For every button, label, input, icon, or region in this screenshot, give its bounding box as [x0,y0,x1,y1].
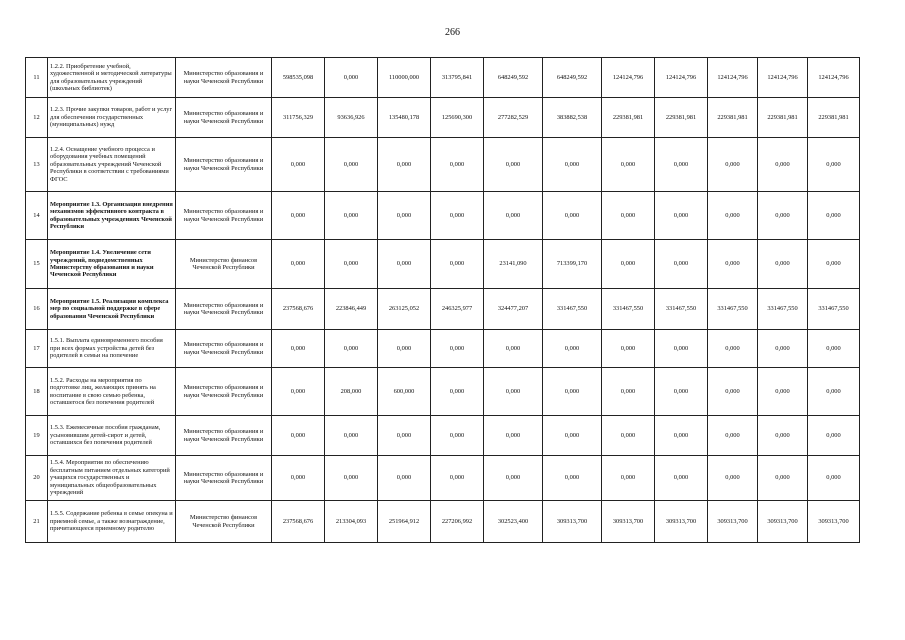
executor: Министерство образования и науки Чеченской Республики [176,289,272,330]
amount-cell: 648249,592 [543,58,602,98]
amount-cell: 0,000 [378,456,431,501]
amount-cell: 331467,550 [602,289,655,330]
activity-name: 1.5.5. Содержание ребенка в семье опекуна и приемной семье, а также вознаграждение, причитающееся приемному родителю [48,501,176,543]
amount-cell: 0,000 [378,416,431,456]
activity-name: 1.5.1. Выплата единовременного пособия при всех формах устройства детей без родителей в семьи на попечение [48,330,176,368]
amount-cell: 0,000 [325,416,378,456]
amount-cell: 0,000 [431,240,484,289]
amount-cell: 237568,676 [272,501,325,543]
amount-cell: 124124,796 [602,58,655,98]
row-number: 18 [26,368,48,416]
amount-cell: 0,000 [325,240,378,289]
amount-cell: 331467,550 [808,289,860,330]
amount-cell: 0,000 [272,368,325,416]
table-row [26,58,860,98]
amount-cell: 313795,841 [431,58,484,98]
executor: Министерство образования и науки Чеченской Республики [176,192,272,240]
amount-cell: 0,000 [325,330,378,368]
activity-name: 1.2.2. Приобретение учебной, художественной и методической литературы для образовательных учреждений (школьных библиотек) [48,58,176,98]
amount-cell: 124124,796 [808,58,860,98]
amount-cell: 0,000 [808,138,860,192]
amount-cell: 0,000 [758,416,808,456]
amount-cell: 0,000 [602,330,655,368]
amount-cell: 0,000 [325,58,378,98]
amount-cell: 251964,912 [378,501,431,543]
amount-cell: 0,000 [808,368,860,416]
amount-cell: 213304,093 [325,501,378,543]
table-row [26,456,860,501]
amount-cell: 0,000 [602,368,655,416]
amount-cell: 309313,700 [708,501,758,543]
row-number: 11 [26,58,48,98]
amount-cell: 237568,676 [272,289,325,330]
amount-cell: 0,000 [431,192,484,240]
amount-cell: 0,000 [808,240,860,289]
amount-cell: 0,000 [431,368,484,416]
amount-cell: 0,000 [484,456,543,501]
amount-cell: 246325,977 [431,289,484,330]
amount-cell: 0,000 [543,416,602,456]
amount-cell: 0,000 [758,330,808,368]
amount-cell: 0,000 [655,330,708,368]
table-row [26,98,860,138]
amount-cell: 263125,052 [378,289,431,330]
amount-cell: 23141,090 [484,240,543,289]
row-number: 21 [26,501,48,543]
executor: Министерство образования и науки Чеченской Республики [176,98,272,138]
amount-cell: 0,000 [602,240,655,289]
executor: Министерство образования и науки Чеченской Республики [176,58,272,98]
amount-cell: 277282,529 [484,98,543,138]
table-row [26,240,860,289]
executor: Министерство образования и науки Чеченской Республики [176,456,272,501]
activity-name: 1.2.3. Прочие закупки товаров, работ и услуг для обеспечения государственных (муниципальных) нужд [48,98,176,138]
amount-cell: 309313,700 [808,501,860,543]
row-number: 17 [26,330,48,368]
amount-cell: 713399,170 [543,240,602,289]
amount-cell: 124124,796 [758,58,808,98]
row-number: 13 [26,138,48,192]
amount-cell: 135480,178 [378,98,431,138]
amount-cell: 0,000 [378,138,431,192]
amount-cell: 331467,550 [758,289,808,330]
amount-cell: 0,000 [808,330,860,368]
amount-cell: 0,000 [378,192,431,240]
amount-cell: 0,000 [325,192,378,240]
amount-cell: 0,000 [602,138,655,192]
amount-cell: 0,000 [272,138,325,192]
activity-name: 1.2.4. Оснащение учебного процесса и оборудования учебных помещений образовательных учреждений Чеченской Республики в соответствии с требованиями ФГОС [48,138,176,192]
executor: Министерство образования и науки Чеченской Республики [176,138,272,192]
amount-cell: 0,000 [708,456,758,501]
amount-cell: 324477,207 [484,289,543,330]
amount-cell: 0,000 [708,138,758,192]
row-number: 19 [26,416,48,456]
amount-cell: 0,000 [602,416,655,456]
amount-cell: 0,000 [655,416,708,456]
amount-cell: 229381,981 [758,98,808,138]
amount-cell: 0,000 [431,330,484,368]
executor: Министерство финансов Чеченской Республики [176,501,272,543]
amount-cell: 0,000 [272,192,325,240]
amount-cell: 0,000 [378,330,431,368]
amount-cell: 0,000 [543,330,602,368]
row-number: 15 [26,240,48,289]
amount-cell: 0,000 [708,192,758,240]
page-number: 266 [445,27,460,38]
amount-cell: 0,000 [758,138,808,192]
amount-cell: 311756,329 [272,98,325,138]
activity-name: 1.5.3. Ежемесячные пособия гражданам, усыновившим детей-сирот и детей, оставшихся без попечения родителей [48,416,176,456]
amount-cell: 0,000 [325,456,378,501]
amount-cell: 309313,700 [543,501,602,543]
row-number: 14 [26,192,48,240]
amount-cell: 93636,926 [325,98,378,138]
executor: Министерство образования и науки Чеченской Республики [176,416,272,456]
budget-table [25,57,860,543]
amount-cell: 0,000 [484,192,543,240]
amount-cell: 0,000 [272,330,325,368]
amount-cell: 0,000 [808,192,860,240]
table-row [26,330,860,368]
row-number: 12 [26,98,48,138]
amount-cell: 0,000 [484,368,543,416]
amount-cell: 600,000 [378,368,431,416]
table-row [26,501,860,543]
table-row [26,138,860,192]
amount-cell: 229381,981 [808,98,860,138]
executor: Министерство образования и науки Чеченской Республики [176,330,272,368]
amount-cell: 0,000 [758,192,808,240]
amount-cell: 331467,550 [543,289,602,330]
amount-cell: 383882,538 [543,98,602,138]
amount-cell: 309313,700 [655,501,708,543]
amount-cell: 648249,592 [484,58,543,98]
amount-cell: 0,000 [708,240,758,289]
amount-cell: 331467,550 [708,289,758,330]
row-number: 20 [26,456,48,501]
amount-cell: 0,000 [543,192,602,240]
amount-cell: 229381,981 [602,98,655,138]
amount-cell: 208,000 [325,368,378,416]
amount-cell: 0,000 [655,192,708,240]
amount-cell: 0,000 [602,456,655,501]
amount-cell: 229381,981 [655,98,708,138]
table-row [26,368,860,416]
amount-cell: 223846,449 [325,289,378,330]
executor: Министерство финансов Чеченской Республики [176,240,272,289]
amount-cell: 227206,992 [431,501,484,543]
table-row [26,289,860,330]
amount-cell: 598535,098 [272,58,325,98]
activity-name: Мероприятие 1.5. Реализация комплекса мер по социальной поддержке в сфере образования Чеченской Республики [48,289,176,330]
amount-cell: 0,000 [655,368,708,416]
amount-cell: 229381,981 [708,98,758,138]
amount-cell: 110000,000 [378,58,431,98]
amount-cell: 0,000 [758,456,808,501]
table-body [26,58,860,543]
amount-cell: 0,000 [272,416,325,456]
amount-cell: 0,000 [708,416,758,456]
activity-name: 1.5.4. Мероприятия по обеспечению бесплатным питанием отдельных категорий учащихся государственных и муниципальных общеобразовательных учреждений [48,456,176,501]
amount-cell: 0,000 [655,240,708,289]
activity-name: 1.5.2. Расходы на мероприятия по подготовке лиц, желающих принять на воспитание в свою семью ребенка, оставшегося без попечения родителей [48,368,176,416]
table-row [26,416,860,456]
amount-cell: 0,000 [808,416,860,456]
executor: Министерство образования и науки Чеченской Республики [176,368,272,416]
amount-cell: 302523,400 [484,501,543,543]
row-number: 16 [26,289,48,330]
amount-cell: 0,000 [431,416,484,456]
amount-cell: 0,000 [655,456,708,501]
amount-cell: 0,000 [484,138,543,192]
amount-cell: 124124,796 [708,58,758,98]
amount-cell: 0,000 [758,240,808,289]
amount-cell: 124124,796 [655,58,708,98]
table-row [26,192,860,240]
activity-name: Мероприятие 1.3. Организация внедрения механизмов эффективного контракта в образовательных учреждениях Чеченской Республики [48,192,176,240]
amount-cell: 0,000 [708,368,758,416]
amount-cell: 0,000 [431,456,484,501]
amount-cell: 0,000 [758,368,808,416]
amount-cell: 0,000 [325,138,378,192]
amount-cell: 0,000 [602,192,655,240]
amount-cell: 309313,700 [758,501,808,543]
amount-cell: 309313,700 [602,501,655,543]
amount-cell: 0,000 [272,456,325,501]
amount-cell: 0,000 [431,138,484,192]
amount-cell: 0,000 [484,416,543,456]
amount-cell: 0,000 [543,368,602,416]
amount-cell: 0,000 [708,330,758,368]
amount-cell: 125690,300 [431,98,484,138]
amount-cell: 0,000 [484,330,543,368]
amount-cell: 331467,550 [655,289,708,330]
amount-cell: 0,000 [543,456,602,501]
amount-cell: 0,000 [655,138,708,192]
amount-cell: 0,000 [272,240,325,289]
activity-name: Мероприятие 1.4. Увеличение сети учреждений, подведомственных Министерству образования и науки Чеченской Республики [48,240,176,289]
amount-cell: 0,000 [543,138,602,192]
amount-cell: 0,000 [378,240,431,289]
amount-cell: 0,000 [808,456,860,501]
